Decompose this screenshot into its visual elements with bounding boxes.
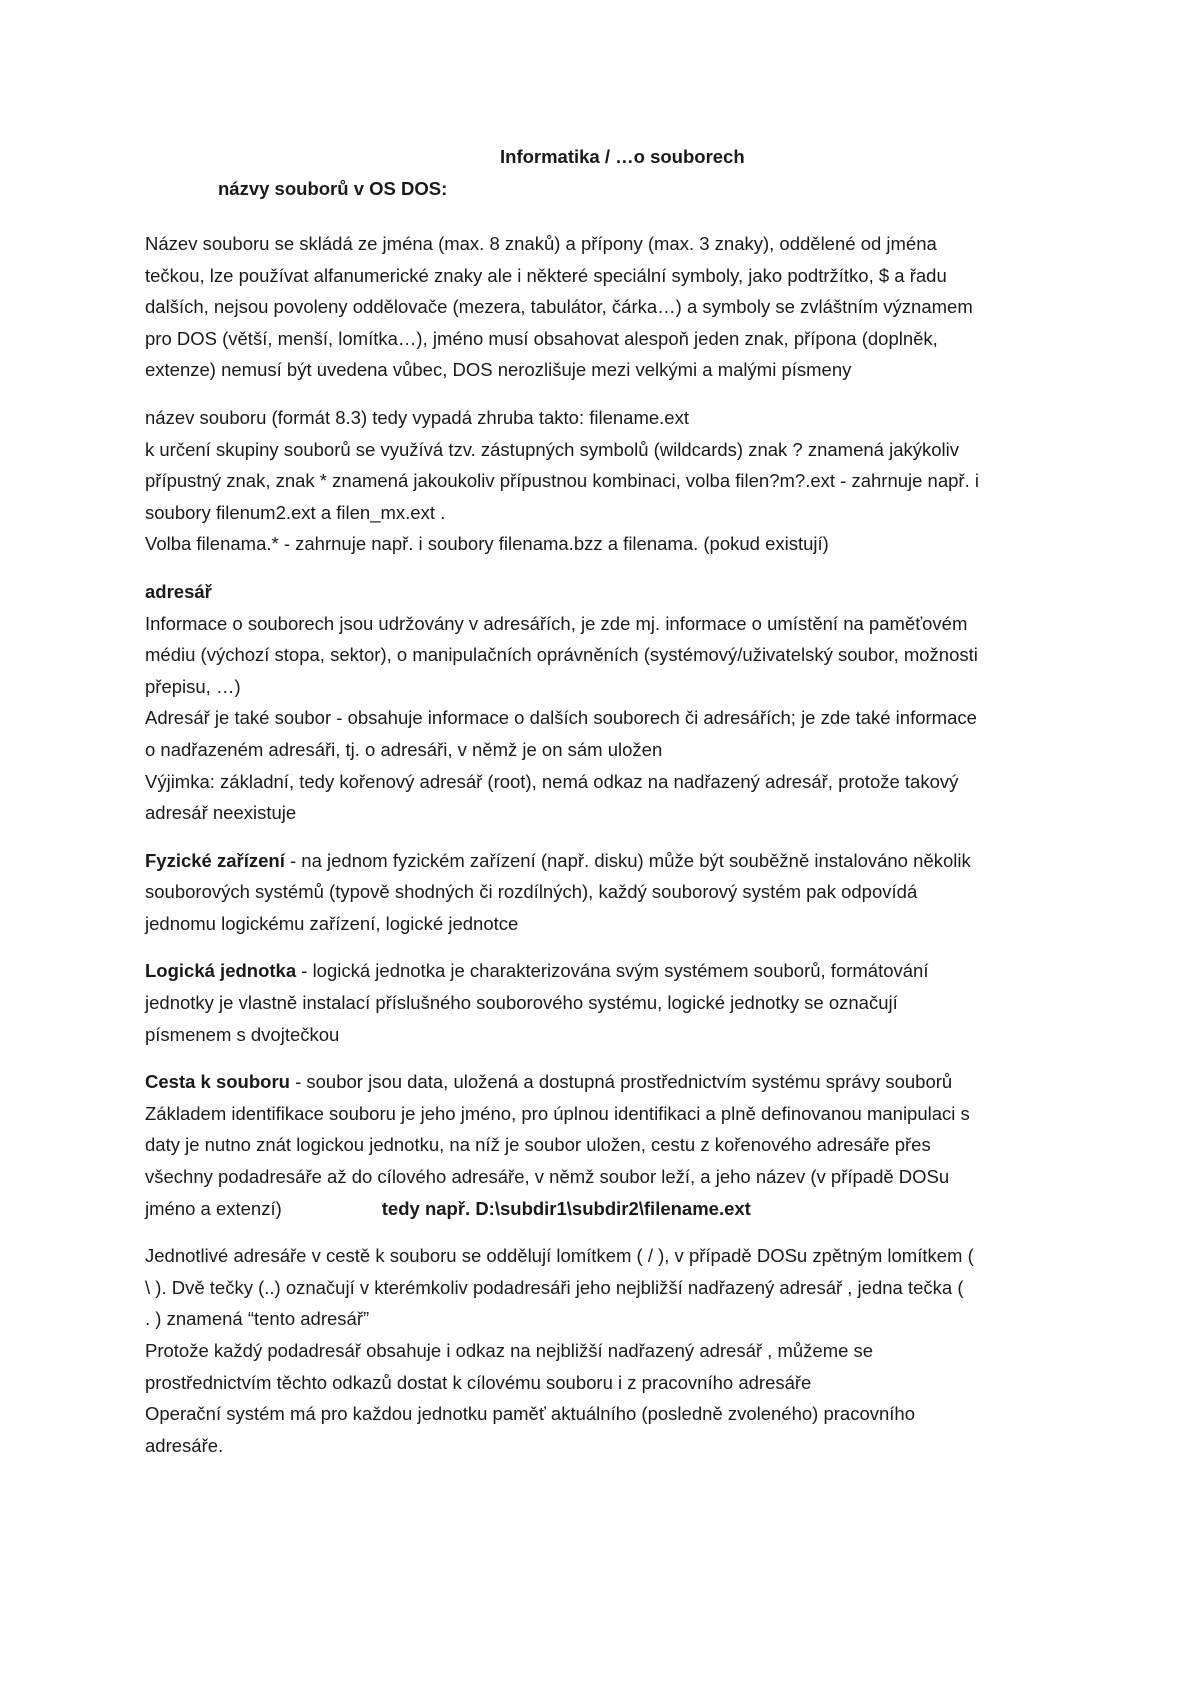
text-line: jednomu logickému zařízení, logické jednotce [145,912,519,934]
text-line: jednotky je vlastně instalací příslušného souborového systému, logické jednotky se označují [145,992,898,1014]
text-line: přípustný znak, znak * znamená jakoukoliv přípustnou kombinaci, volba filen?m?.ext - zahrnuje např. i [145,470,979,492]
text-line: souborových systémů (typově shodných či rozdílných), každý souborový systém pak odpovídá [145,881,918,903]
text-line: soubory filenum2.ext a filen_mx.ext . [145,501,446,523]
document-body [145,228,1075,1461]
text-fragment: jméno a extenzí) [145,1197,282,1219]
paragraph-directory [145,576,1075,829]
text-line: adresáře. [145,1434,224,1456]
term-label: Cesta k souboru [145,1071,290,1093]
paragraph-wildcards [145,402,1075,560]
term-label: Logická jednotka [145,960,297,982]
text-line: adresář neexistuje [145,802,297,824]
text-line: Základem identifikace souboru je jeho jméno, pro úplnou identifikaci a plně definovanou manipulaci s [145,1102,970,1124]
text-line: médiu (výchozí stopa, sektor), o manipulačních oprávněních (systémový/uživatelský soubor, možnosti [145,644,978,666]
text-line: tečkou, lze používat alfanumerické znaky ale i některé speciální symboly, jako podtržítko, $ a řadu [145,264,947,286]
text-line: Název souboru se skládá ze jména (max. 8 znaků) a přípony (max. 3 znaky), oddělené od jména [145,233,937,254]
path-example: tedy např. D:\subdir1\subdir2\filename.ext [381,1197,751,1219]
text-line: Jednotlivé adresáře v cestě k souboru se oddělují lomítkem ( / ), v případě DOSu zpětným lomítkem ( [145,1245,974,1267]
paragraph-filename-rules [145,228,1075,386]
text-line: prostřednictvím těchto odkazů dostat k cílovému souboru i z pracovního adresáře [145,1371,812,1393]
text-line: k určení skupiny souborů se využívá tzv. zástupných symbolů (wildcards) znak ? znamená jakýkoliv [145,438,960,460]
text-line: název souboru (formát 8.3) tedy vypadá zhruba takto: filename.ext [145,406,689,428]
text-line: všechny podadresáře až do cílového adresáře, v němž soubor leží, a jeho název (v případě DOSu [145,1166,950,1188]
text-line: Protože každý podadresář obsahuje i odkaz na nejbližší nadřazený adresář , můžeme se [145,1340,874,1361]
text-line: Operační systém má pro každou jednotku paměť aktuálního (posledně zvoleného) pracovního [145,1403,915,1425]
term-label: Fyzické zařízení [145,849,285,871]
paragraph-physical-device [145,845,1075,940]
section-subtitle: názvy souborů v OS DOS: [218,178,448,199]
text-line: dalších, nejsou povoleny oddělovače (mezera, tabulátor, čárka…) a symboly se zvláštním významem [145,296,973,318]
text-line: extenze) nemusí být uvedena vůbec, DOS nerozlišuje mezi velkými a malými písmeny [145,359,852,381]
text-line: písmenem s dvojtečkou [145,1023,340,1045]
text-line: o nadřazeném adresáři, tj. o adresáři, v němž je on sám uložen [145,738,663,760]
text-line: Výjimka: základní, tedy kořenový adresář (root), nemá odkaz na nadřazený adresář, protože takový [145,770,959,792]
text-line: Volba filenama.* - zahrnuje např. i soubory filenama.bzz a filenama. (pokud existují) [145,533,829,555]
text-line: přepisu, …) [145,675,241,697]
text-line: \ ). Dvě tečky (..) označují v kterémkoliv podadresáři jeho nejbližší nadřazený adresář , jedna tečka ( [145,1276,964,1298]
text-fragment: - na jednom fyzickém zařízení (např. disku) může být souběžně instalováno několik [284,849,971,871]
paragraph-path-separators [145,1240,1075,1461]
paragraph-logical-unit [145,955,1075,1050]
text-line: . ) znamená “tento adresář” [145,1308,370,1330]
text-line: pro DOS (větší, menší, lomítka…), jméno musí obsahovat alespoň jeden znak, přípona (doplněk, [145,327,938,349]
text-fragment: - logická jednotka je charakterizována svým systémem souborů, formátování [296,960,929,982]
paragraph-file-path [145,1066,1075,1224]
text-line: Adresář je také soubor - obsahuje informace o dalších souborech či adresářích; je zde také informace [145,707,977,729]
section-heading: adresář [145,580,212,602]
text-line: daty je nutno znát logickou jednotku, na níž je soubor uložen, cestu z kořenového adresáře přes [145,1134,931,1156]
text-line: Informace o souborech jsou udržovány v adresářích, je zde mj. informace o umístění na paměťovém [145,612,968,634]
document-title: Informatika / …o souborech [500,146,745,167]
text-fragment: - soubor jsou data, uložená a dostupná prostřednictvím systému správy souborů [289,1071,953,1093]
